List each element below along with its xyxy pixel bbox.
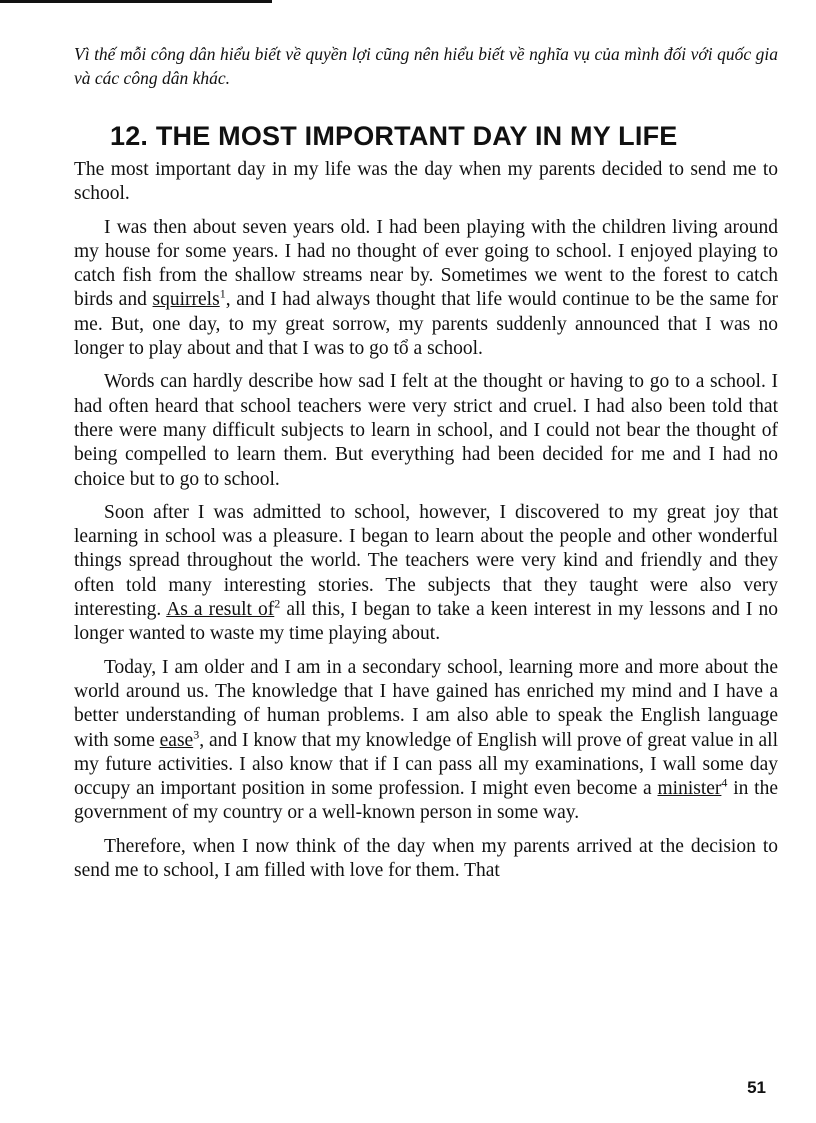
paragraph-4: Soon after I was admitted to school, however, I discovered to my great joy that learning in school was a pleasure. I began to learn about the people and other wonderful things spread throughout the world. The teachers were very kind and friendly and they often told many interesting stories. The subjects that they taught were also very interesting. As a result of$^2$ all this, I began to take a keen interest in my lessons and I no longer wanted to waste my time playing about. (74, 501, 778, 645)
footnote-marker-4: 4 (721, 775, 728, 790)
chapter-title: 12. THE MOST IMPORTANT DAY IN MY LIFE (110, 121, 678, 151)
intro-vietnamese: Vì thế mỗi công dân hiểu biết về quyền lợi cũng nên hiểu biết về nghĩa vụ của mình đối với quốc gia và các công dân khác. (74, 44, 778, 88)
gloss-as-a-result-of: As a result of (166, 599, 275, 621)
footnote-marker-1: 1 (219, 286, 226, 301)
gloss-squirrels: squirrels (152, 289, 220, 311)
gloss-minister: minister (657, 778, 722, 800)
paragraph-5: Today, I am older and I am in a secondary school, learning more and more about the world around us. The knowledge that I have gained has enriched my mind and I have a better understanding of human problems. I am also able to speak the English language with some ease$^3$, and I know that my knowledge of English will prove of great value in all my future activities. I also know that if I can pass all my examinations, I wall some day occupy an important position in some profession. I might even become a minister$^4$ in the government of my country or a well-known person in some way. (74, 656, 778, 824)
footnote-marker-3: 3 (193, 727, 200, 742)
page-number: 51 (747, 1078, 766, 1097)
paragraph-3: Words can hardly describe how sad I felt at the thought or having to go to a school. I had often heard that school teachers were very strict and cruel. I had also been told that there were many difficult subjects to learn in school, and I could not bear the thought of being compelled to learn them. But everything had been decided for me and I had no choice but to go to school. (74, 371, 778, 490)
paragraph-1: The most important day in my life was the day when my parents decided to send me to school. (74, 159, 778, 205)
paragraph-2: I was then about seven years old. I had been playing with the children living around my house for some years. I had no thought of ever going to school. I enjoyed playing to catch fish from the shallow streams near by. Sometimes we went to the forest to catch birds and squirrels$^1$, and I had always thought that life would continue to be the same for me. But, one day, to my great sorrow, my parents suddenly announced that I was no longer to play about and that I was to go tổ a school. (74, 216, 779, 360)
footnote-marker-2: 2 (274, 596, 281, 611)
paragraph-6: Therefore, when I now think of the day when my parents arrived at the decision to send me to school, I am filled with love for them. That (74, 835, 778, 882)
essay-body (74, 158, 778, 883)
gloss-ease: ease (159, 729, 194, 751)
page-content (74, 0, 778, 892)
